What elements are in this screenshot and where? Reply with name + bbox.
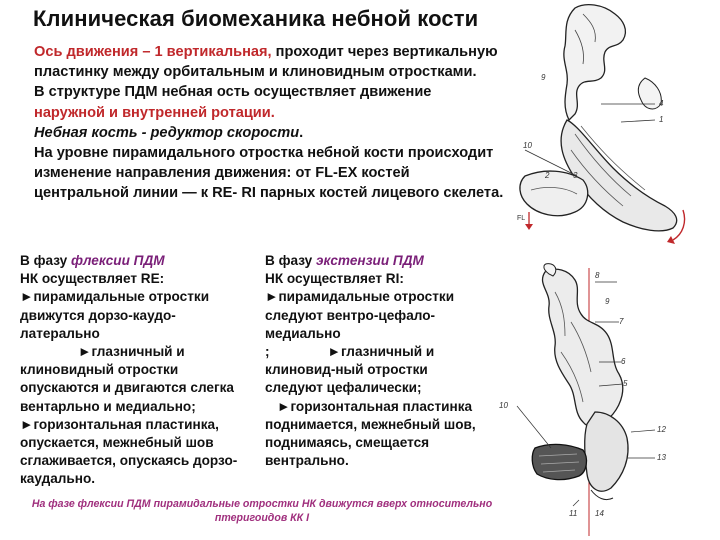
structure-text: В структуре ПДМ небная ость осуществляет движение (34, 84, 432, 101)
horizontal-plate (520, 171, 588, 216)
top-label-1: 4 (659, 99, 664, 108)
reducer-text: Небная кость - редуктор скорости (34, 124, 300, 141)
flexion-bullet-3: ►горизонтальная пластинка, опускается, межнебный шов сглаживается, опускаясь дорзо-каудально. (20, 416, 238, 487)
intro-text (34, 42, 504, 204)
pyramidal-process (585, 412, 628, 491)
axis-label: Ось движения – 1 вертикальная, (34, 44, 272, 60)
top-label-6: FL (517, 215, 526, 222)
bottom-label-5: 10 (499, 401, 508, 410)
bottom-label-6: 12 (657, 425, 666, 434)
bottom-label-0: 8 (595, 271, 600, 280)
extension-bullet-3: ►горизонтальная пластинка поднимается, межнебный шов, поднимаясь, смещается вентрально. (265, 398, 476, 469)
flexion-phase-prefix: В фазу (20, 253, 71, 268)
top-label-4: 2 (545, 171, 550, 180)
bottom-label-9: 14 (595, 509, 604, 518)
extension-column (265, 252, 487, 470)
rotation-text: наружной и внутренней ротации. (34, 104, 275, 121)
extension-bullet-2: ►глазничный и клиновид-ный отростки следуют цефалически; (265, 344, 435, 396)
bottom-label-8: 11 (569, 509, 578, 518)
extension-bullet-1: ►пирамидальные отростки следуют вентро-цефало-медиально (265, 289, 455, 341)
vertical-plate-frontal (543, 269, 623, 427)
extension-bullet-1-end: ; (265, 344, 270, 360)
flexion-bullet-1: ►пирамидальные отростки движутся дорзо-каудо-латерально (20, 289, 210, 341)
flexion-line1: НК осуществляет RE: (20, 271, 165, 287)
bottom-label-3: 6 (621, 357, 626, 366)
top-label-3: 10 (523, 141, 532, 150)
bottom-label-1: 9 (605, 297, 610, 306)
top-label-0: 9 (541, 73, 546, 82)
vertical-plate (561, 120, 677, 231)
top-label-2: 1 (659, 115, 664, 124)
extension-phase-name: экстензии ПДМ (315, 253, 424, 268)
flexion-bullet-2: ►глазничный и клиновидный отростки опускаются и двигаются слегка вентарльно и медиально; (20, 344, 234, 414)
bottom-label-4: 5 (623, 379, 628, 388)
bottom-label-7: 13 (657, 453, 666, 462)
reducer-end: . (299, 124, 304, 141)
pyramidal-text: На уровне пирамидального отростка небной кости происходит изменение направления движения: от FL-EX костей центральной линии — к RE- RI парных костей лицевого скелета. (34, 145, 504, 202)
bottom-label-2: 7 (619, 317, 624, 326)
extension-line1: НК осуществляет RI: (265, 271, 404, 287)
flexion-column (20, 252, 252, 489)
flexion-phase-name: флексии ПДМ (70, 253, 165, 268)
page-title: Клиническая биомеханика небной кости (33, 6, 479, 31)
figure-caption: На фазе флексии ПДМ пирамидальные отростки НК движутся вверх относительно птеригоидов КК I (22, 497, 502, 525)
extension-phase-prefix: В фазу (265, 253, 316, 268)
sphenoid-outline (564, 5, 626, 120)
top-label-5: 3 (573, 171, 578, 180)
palatine-bone-figure-bottom (495, 262, 715, 540)
palatine-bone-figure-top (505, 0, 715, 250)
axis-text: проходит через вертикальную пластинку между орбитальным и клиновидным отростками. (34, 44, 498, 81)
